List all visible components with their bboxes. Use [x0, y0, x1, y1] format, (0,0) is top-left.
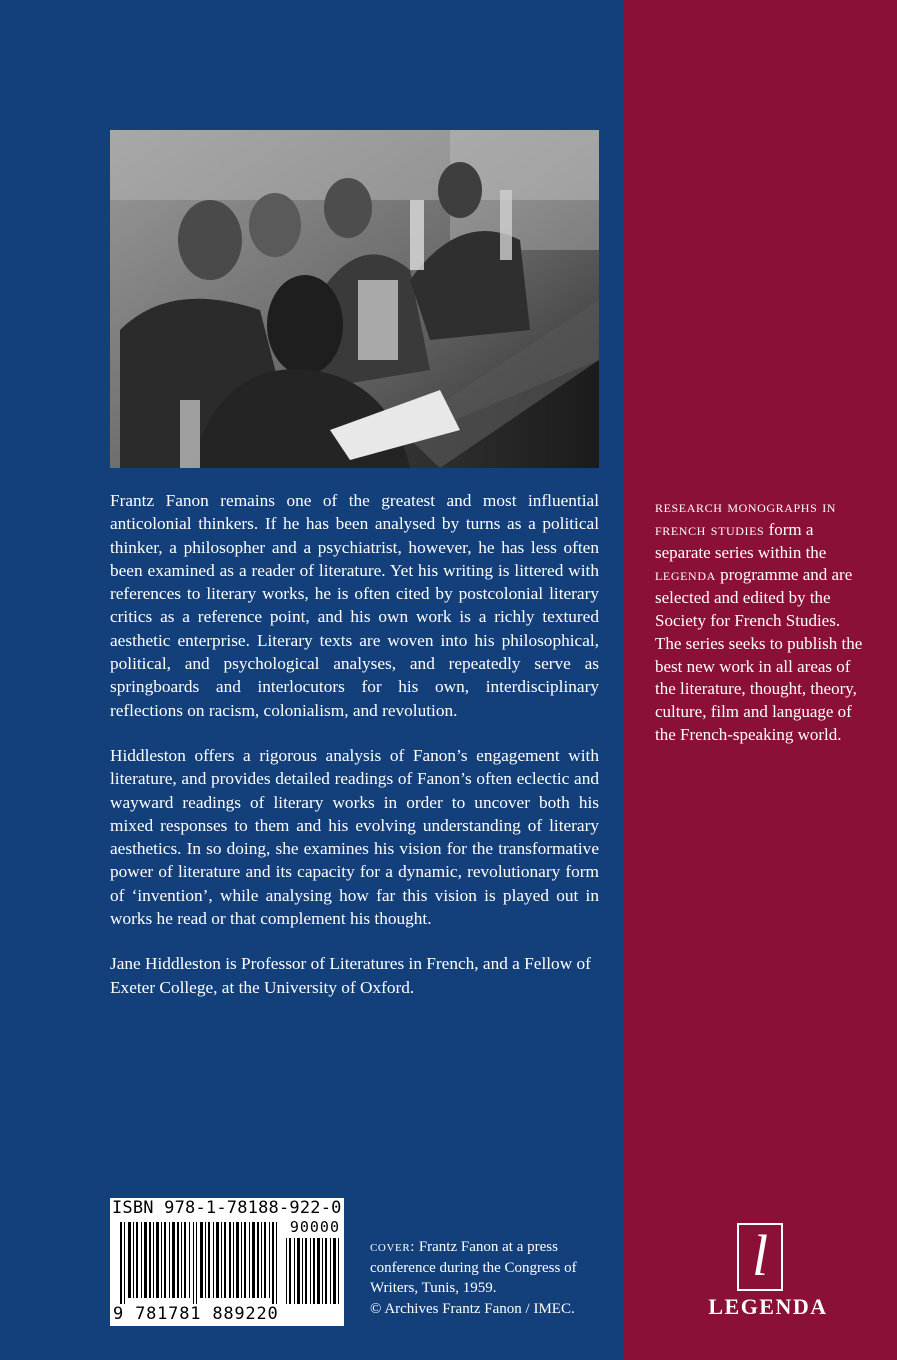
series-description	[655, 496, 867, 747]
legenda-logo-text: LEGENDA	[708, 1294, 828, 1319]
ean-digits: 9 781781 889220	[113, 1304, 279, 1324]
blurb-paragraph-2: Hiddleston offers a rigorous analysis of Fanon’s engagement with literature, and provides detailed readings of Fanon’s often eclectic and wayward readings of literary works in order to uncover both his mixed responses to them and his evolving understanding of literary aesthetics. In so doing, she examines his vision for the transformative power of literature and its capacity for a dynamic, revolutionary form of ‘invention’, while analysing how far this vision is played out in works he read or that complement his thought.	[110, 745, 599, 929]
series-text-2: programme and are selected and edited by the Society for French Studies. The series seeks to publish the best new work in all areas of the literature, thought, theory, culture, film and language of the French-speaking world.	[655, 565, 863, 744]
cover-credit-text: Frantz Fanon at a press conference during the Congress of Writers, Tunis, 1959.	[370, 1239, 577, 1296]
addon-barcode-bars	[284, 1238, 340, 1304]
blurb-paragraph-1: Frantz Fanon remains one of the greatest and most influential anticolonial thinkers. If he has been analysed by turns as a political thinker, a philosopher and a psychiatrist, however, he has less often been examined as a reader of literature. Yet his writing is littered with references to literary works, he is often cited by postcolonial literary critics as a reference point, and his own work is a richly textured aesthetic enterprise. Literary texts are woven into his philosophical, political, and psychological analyses, and repeatedly serve as springboards and interlocutors for his own, interdisciplinary reflections on racism, colonialism, and revolution.	[110, 491, 599, 720]
blurb	[110, 489, 599, 1021]
legenda-logo-icon	[737, 1223, 783, 1291]
price-code: 90000	[289, 1218, 340, 1236]
isbn-number: ISBN 978-1-78188-922-0	[112, 1198, 342, 1218]
series-text-1: form a separate series within the	[655, 519, 827, 562]
legenda-logo-letter: l	[751, 1223, 769, 1288]
cover-credit	[370, 1237, 605, 1319]
isbn-barcode	[110, 1198, 344, 1326]
barcode-bars	[114, 1222, 280, 1304]
series-name: research monographs in french studies	[655, 497, 837, 539]
publisher-name: legenda	[655, 565, 716, 585]
author-bio: Jane Hiddleston is Professor of Literatures in French, and a Fellow of Exeter College, at the University of Oxford.	[110, 954, 591, 997]
press-conference-photo	[110, 130, 599, 468]
cover-credit-copyright: © Archives Frantz Fanon / IMEC.	[370, 1300, 575, 1317]
cover-credit-label: cover:	[370, 1239, 416, 1255]
